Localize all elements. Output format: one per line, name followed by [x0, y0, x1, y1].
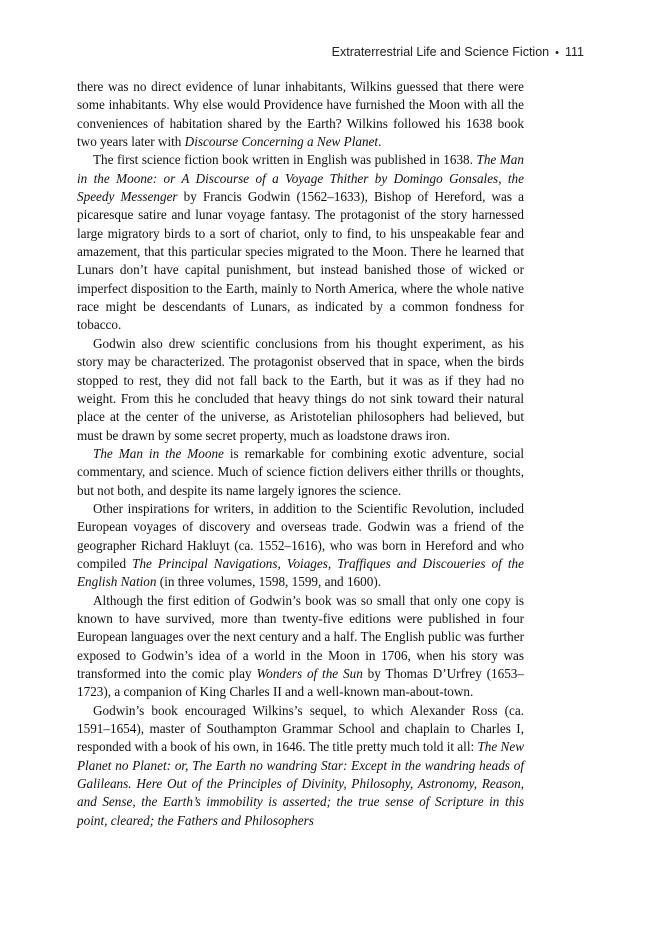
text-run: Godwin also drew scientific conclusions from his thought experiment, as his story may be characterized. The protagonist observed that in space, when the birds stopped to rest, they did not fall back to the Earth, but it was as if they had no weight. From this he concluded that heavy things do not sink toward their natural place at the center of the universe, as Aristotelian philosophers had believed, but must be drawn by some secret property, much as loadstone draws iron. [77, 335, 524, 443]
running-head-bullet: • [555, 47, 559, 59]
play-title: Wonders of the Sun [256, 666, 363, 681]
text-run: by Francis Godwin (1562–1633), Bishop of Hereford, was a picaresque satire and lunar voyage fantasy. The protagonist of the story harnessed large migratory birds to a sort of chariot, only to find, to his unspeakable fear and amazement, that this particular species migrated to the Moon. There he learned that Lunars don’t have capital punishment, but instead banished those of wicked or imperfect disposition to the Earth, mainly to North America, where the whole native race might be descendants of Lunars, as indicated by a common fondness for tobacco. [77, 189, 524, 333]
text-run: Godwin’s book encouraged Wilkins’s sequel, to which Alexander Ross (ca. 1591–1654), master of Southampton Grammar School and chaplain to Charles I, responded with a book of his own, in 1646. The title pretty much told it all: [77, 702, 524, 755]
paragraph [77, 335, 524, 445]
text-run: . [378, 134, 382, 150]
book-title: The Man in the Moone [93, 445, 224, 461]
book-title: The New Planet no Planet: or, The Earth no wandring Star: Except in the wandring heads of Galileans. Here Out of the Principles of Divinity, Philosophy, Astronomy, Reason, and Sense, the Earth’s immobility is asserted; the true sense of Scripture in this point, cleared; the Fathers and Philosophers [77, 739, 524, 828]
book-title: The Man in the Moone: or A Discourse of a Voyage Thither by Domingo Gonsales, the Speedy Messenger [77, 152, 524, 205]
page-number: 111 [564, 45, 584, 59]
text-run: is remarkable for combining exotic adventure, social commentary, and science. Much of science fiction delivers either thrills or thoughts, but not both, and despite its name largely ignores the science. [77, 445, 524, 498]
running-head-title: Extraterrestrial Life and Science Fiction [331, 45, 550, 59]
text-run: by Thomas D’Urfrey (1653–1723), a companion of King Charles II and a well-known man-about-town. [77, 666, 524, 700]
paragraph [77, 702, 524, 830]
body-text [77, 78, 524, 830]
paragraph [77, 445, 524, 500]
paragraph [77, 151, 524, 334]
text-run: (in three volumes, 1598, 1599, and 1600). [156, 574, 382, 590]
text-run: there was no direct evidence of lunar inhabitants, Wilkins guessed that there were some inhabitants. Why else would Providence have furnished the Moon with all the conveniences of habitation shared by the Earth? Wilkins followed his 1638 book two years later with [77, 79, 524, 150]
text-run: Although the first edition of Godwin’s book was so small that only one copy is known to have survived, more than twenty-five editions were published in four European languages over the next century and a half. The English public was further exposed to Godwin’s idea of a world in the Moon in 1706, when his story was transformed into the comic play [77, 592, 524, 681]
paragraph [77, 592, 524, 702]
text-run: Other inspirations for writers, in addition to the Scientific Revolution, included European voyages of discovery and overseas trade. Godwin was a friend of the geographer Richard Hakluyt (ca. 1552–1616), who was born in Hereford and who compiled [77, 500, 524, 571]
paragraph [77, 78, 524, 151]
running-head [332, 45, 584, 59]
text-run: The first science fiction book written in English was published in 1638. [93, 152, 477, 168]
paragraph [77, 500, 524, 592]
book-title: Discourse Concerning a New Planet [184, 134, 379, 150]
book-title: The Principal Navigations, Voiages, Traffiques and Discoueries of the English Nation [77, 555, 524, 590]
